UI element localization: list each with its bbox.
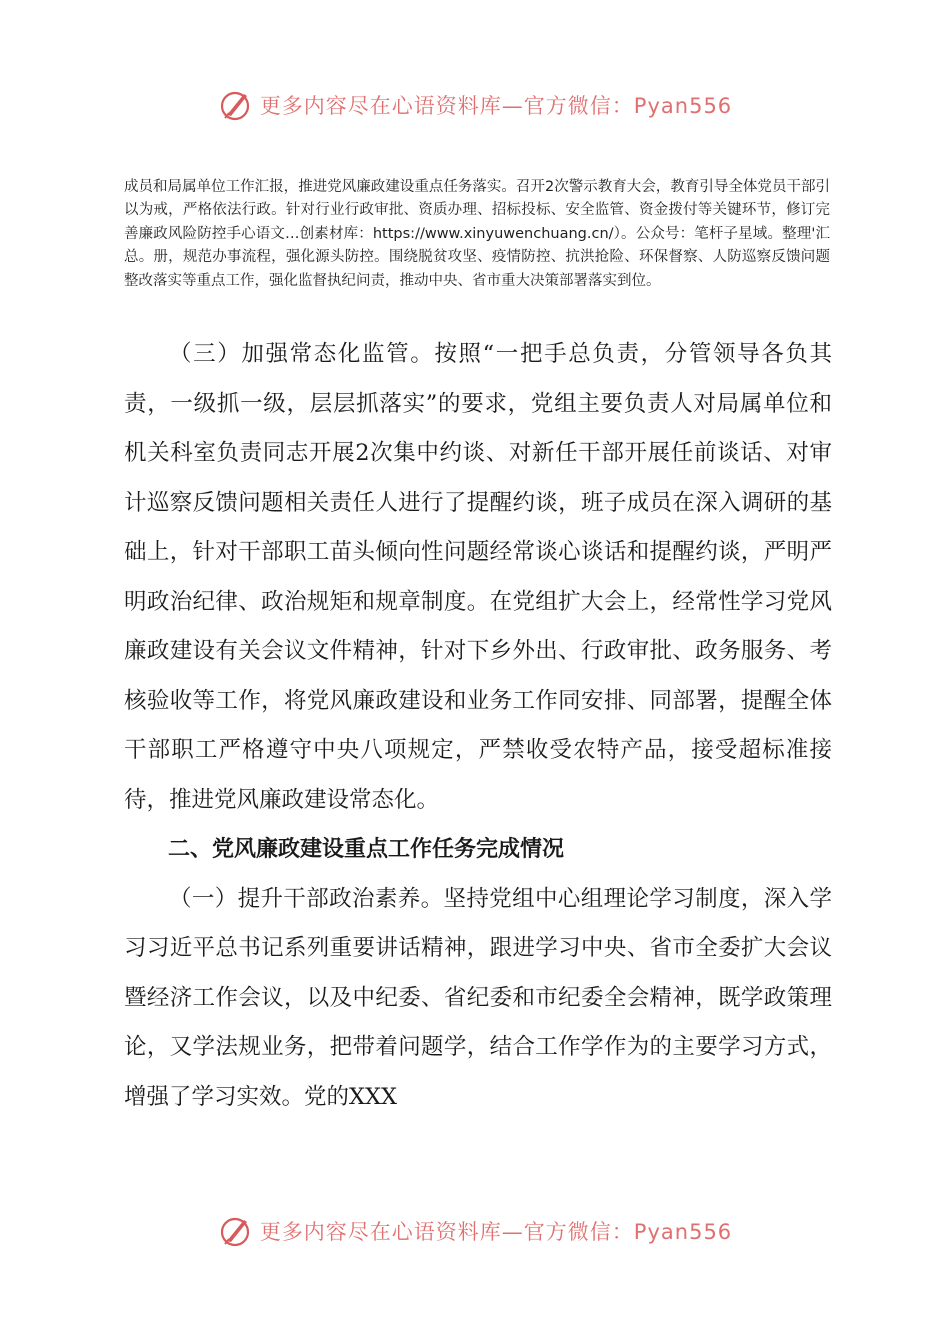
watermark-banner-top [0,80,950,130]
small-print-text: 成员和局属单位工作汇报，推进党风廉政建设重点任务落实。召开2次警示教育大会，教育引导全体党员干部引以为戒，严格依法行政。针对行业行政审批、资质办理、招标投标、安全监管、资金拨付等关键环节，修订完善廉政风险防控手心语文…创素材库：https://www.xinyuwenchuang.cn/）。公众号：笔杆子星域。整理'汇总。册，规范办事流程，强化源头防控。围绕脱贫攻坚、疫情防控、抗洪抢险、环保督察、人防巡察反馈问题整改落实等重点工作，强化监督执纪问责，推动中央、省市重大决策部署落实到位。 [124,179,830,289]
quill-pen-logo-icon [218,87,254,123]
small-print-paragraph [124,176,830,293]
banner-text: 更多内容尽在心语资料库—官方微信：Pyan556 [259,94,733,118]
section-heading: 二、党风廉政建设重点工作任务完成情况 [168,837,565,862]
paragraph-routine-supervision: （三）加强常态化监管。按照“一把手总负责，分管领导各负其责，一级抓一级，层层抓落实”的要求，党组主要负责人对局属单位和机关科室负责同志开展2次集中约谈、对新任干部开展任前谈话、对审计巡察反馈问题相关责任人进行了提醒约谈，班子成员在深入调研的基础上，针对干部职工苗头倾向性问题经常谈心谈话和提醒约谈，严明严明政治纪律、政治规矩和规章制度。在党组扩大会上，经常性学习党风廉政建设有关会议文件精神，针对下乡外出、行政审批、政务服务、考核验收等工作，将党风廉政建设和业务工作同安排、同部署，提醒全体干部职工严格遵守中央八项规定，严禁收受农特产品，接受超标准接待，推进党风廉政建设常态化。 [124,341,832,813]
quill-pen-logo-icon [218,1213,254,1249]
watermark-banner-bottom [0,1206,950,1256]
banner-text: 更多内容尽在心语资料库—官方微信：Pyan556 [259,1220,733,1244]
paragraph-political-literacy: （一）提升干部政治素养。坚持党组中心组理论学习制度，深入学习习近平总书记系列重要讲话精神，跟进学习中央、省市全委扩大会议暨经济工作会议，以及中纪委、省纪委和市纪委全会精神，既学政策理论，又学法规业务，把带着问题学，结合工作学作为的主要学习方式，增强了学习实效。党的XXX [124,885,832,1110]
document-body [124,330,832,1122]
